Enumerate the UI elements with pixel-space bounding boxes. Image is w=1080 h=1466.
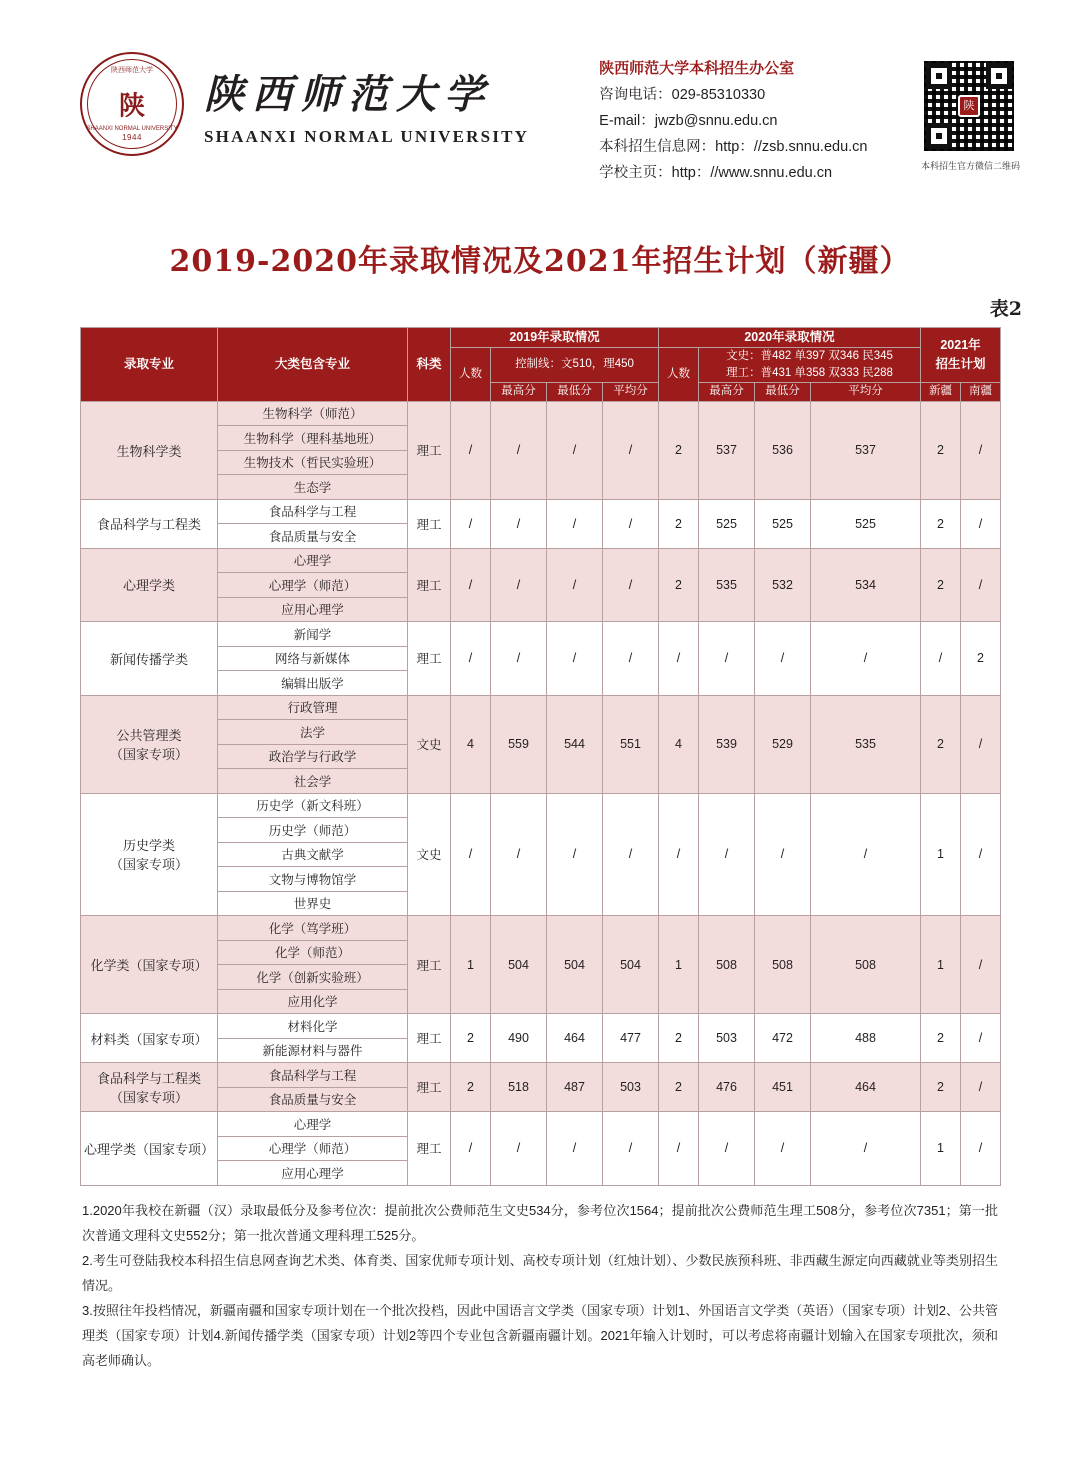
cell-2020-min: 529 <box>755 695 811 793</box>
table-row <box>81 499 1001 524</box>
th-major-group: 录取专业 <box>81 328 218 402</box>
cell-major-group: 食品科学与工程类 <box>81 499 218 548</box>
cell-2019-min: 544 <box>547 695 603 793</box>
cell-plan-xinjiang: 1 <box>921 793 961 916</box>
cell-major-group: 化学类（国家专项） <box>81 916 218 1014</box>
cell-major-group: 生物科学类 <box>81 401 218 499</box>
cell-2019-count: / <box>451 622 491 696</box>
cell-2019-min: / <box>547 401 603 499</box>
cell-included-major: 文物与博物馆学 <box>218 867 408 892</box>
cell-included-major: 应用心理学 <box>218 597 408 622</box>
table-row <box>81 1063 1001 1088</box>
th-max-2020: 最高分 <box>699 383 755 401</box>
cell-2020-count: 2 <box>659 1014 699 1063</box>
cell-2019-max: 518 <box>491 1063 547 1112</box>
cell-2019-min: / <box>547 793 603 916</box>
cell-included-major: 新能源材料与器件 <box>218 1038 408 1063</box>
notes-block <box>0 1186 1080 1373</box>
cell-2019-max: 559 <box>491 695 547 793</box>
seal-character: 陕 <box>118 91 146 122</box>
cell-2020-avg: / <box>811 622 921 696</box>
cell-2020-count: / <box>659 1112 699 1186</box>
th-line-2019: 控制线：文510，理450 <box>491 347 659 383</box>
cell-2019-avg: / <box>603 1112 659 1186</box>
cell-plan-nanjiang: / <box>961 1063 1001 1112</box>
cell-plan-nanjiang: / <box>961 548 1001 622</box>
cell-2020-min: 532 <box>755 548 811 622</box>
table-row <box>81 916 1001 941</box>
cell-included-major: 应用化学 <box>218 989 408 1014</box>
th-year-2019: 2019年录取情况 <box>451 328 659 348</box>
university-name-block <box>204 61 529 147</box>
note-2: 2.考生可登陆我校本科招生信息网查询艺术类、体育类、国家优师专项计划、高校专项计划（红烛计划）、少数民族预科班、非西藏生源定向西藏就业等类别招生情况。 <box>82 1252 998 1293</box>
cell-2020-avg: 464 <box>811 1063 921 1112</box>
th-avg-2020: 平均分 <box>811 383 921 401</box>
cell-2020-count: 1 <box>659 916 699 1014</box>
cell-2019-max: / <box>491 793 547 916</box>
cell-plan-nanjiang: / <box>961 499 1001 548</box>
cell-included-major: 化学（笃学班） <box>218 916 408 941</box>
cell-2020-avg: / <box>811 1112 921 1186</box>
cell-category: 理工 <box>408 1063 451 1112</box>
th-nanjiang: 南疆 <box>961 383 1001 401</box>
cell-included-major: 法学 <box>218 720 408 745</box>
cell-major-group: 心理学类 <box>81 548 218 622</box>
th-category: 科类 <box>408 328 451 402</box>
table-head <box>81 328 1001 402</box>
cell-2020-avg: 534 <box>811 548 921 622</box>
cell-category: 理工 <box>408 401 451 499</box>
cell-major-group: 食品科学与工程类 （国家专项） <box>81 1063 218 1112</box>
cell-2019-avg: / <box>603 499 659 548</box>
cell-2020-max: 537 <box>699 401 755 499</box>
cell-major-group: 心理学类（国家专项） <box>81 1112 218 1186</box>
cell-2020-count: 2 <box>659 548 699 622</box>
cell-plan-xinjiang: 2 <box>921 548 961 622</box>
table-container <box>0 327 1080 1186</box>
cell-plan-nanjiang: / <box>961 1014 1001 1063</box>
table-row <box>81 695 1001 720</box>
cell-included-major: 生物技术（哲民实验班） <box>218 450 408 475</box>
table-row <box>81 1112 1001 1137</box>
cell-2019-max: / <box>491 1112 547 1186</box>
cell-plan-xinjiang: / <box>921 622 961 696</box>
cell-2019-max: / <box>491 401 547 499</box>
cell-2020-max: / <box>699 622 755 696</box>
cell-category: 理工 <box>408 548 451 622</box>
cell-included-major: 生物科学（理科基地班） <box>218 426 408 451</box>
cell-included-major: 生态学 <box>218 475 408 500</box>
cell-category: 理工 <box>408 622 451 696</box>
cell-2020-min: 508 <box>755 916 811 1014</box>
university-logo <box>80 52 529 156</box>
cell-2020-count: 2 <box>659 499 699 548</box>
cell-2020-avg: 535 <box>811 695 921 793</box>
cell-2020-max: 508 <box>699 916 755 1014</box>
cell-2019-avg: 551 <box>603 695 659 793</box>
cell-2020-count: 2 <box>659 1063 699 1112</box>
cell-2020-min: 536 <box>755 401 811 499</box>
th-min-2019: 最低分 <box>547 383 603 401</box>
cell-plan-xinjiang: 2 <box>921 499 961 548</box>
cell-included-major: 世界史 <box>218 891 408 916</box>
cell-plan-xinjiang: 2 <box>921 1014 961 1063</box>
cell-included-major: 古典文献学 <box>218 842 408 867</box>
cell-2020-avg: 537 <box>811 401 921 499</box>
seal-bottom-arc: SHAANXI NORMAL UNIVERSITY <box>86 126 178 132</box>
cell-plan-xinjiang: 2 <box>921 695 961 793</box>
table-row <box>81 1014 1001 1039</box>
cell-plan-nanjiang: / <box>961 793 1001 916</box>
cell-included-major: 行政管理 <box>218 695 408 720</box>
cell-included-major: 食品质量与安全 <box>218 524 408 549</box>
cell-included-major: 心理学 <box>218 548 408 573</box>
cell-plan-xinjiang: 2 <box>921 401 961 499</box>
cell-2019-count: 1 <box>451 916 491 1014</box>
cell-plan-xinjiang: 1 <box>921 916 961 1014</box>
contact-block <box>599 52 867 186</box>
cell-2020-max: 503 <box>699 1014 755 1063</box>
cell-included-major: 应用心理学 <box>218 1161 408 1186</box>
cell-2020-max: 525 <box>699 499 755 548</box>
cell-included-major: 社会学 <box>218 769 408 794</box>
cell-2020-min: / <box>755 622 811 696</box>
th-max-2019: 最高分 <box>491 383 547 401</box>
page-title: 2019-2020年录取情况及2021年招生计划（新疆） <box>169 244 911 279</box>
cell-2020-avg: 508 <box>811 916 921 1014</box>
cell-included-major: 心理学（师范） <box>218 1136 408 1161</box>
cell-major-group: 公共管理类 （国家专项） <box>81 695 218 793</box>
page-header <box>0 0 1080 200</box>
admissions-office-title: 陕西师范大学本科招生办公室 <box>599 60 795 77</box>
university-seal-icon <box>80 52 184 156</box>
cell-2019-max: / <box>491 548 547 622</box>
cell-2019-min: / <box>547 622 603 696</box>
contact-home-site: 学校主页：http：//www.snnu.edu.cn <box>599 165 833 181</box>
table-label: 表2 <box>989 298 1022 320</box>
cell-2020-avg: / <box>811 793 921 916</box>
cell-2020-max: / <box>699 793 755 916</box>
cell-plan-nanjiang: / <box>961 695 1001 793</box>
cell-included-major: 化学（创新实验班） <box>218 965 408 990</box>
cell-2019-avg: 504 <box>603 916 659 1014</box>
th-min-2020: 最低分 <box>755 383 811 401</box>
university-name-cn: 陕西师范大学 <box>204 71 492 118</box>
cell-2019-count: 2 <box>451 1063 491 1112</box>
cell-2019-max: 490 <box>491 1014 547 1063</box>
qr-code-icon: 陕 <box>921 58 1017 154</box>
cell-included-major: 历史学（新文科班） <box>218 793 408 818</box>
cell-2019-min: / <box>547 499 603 548</box>
cell-2020-avg: 488 <box>811 1014 921 1063</box>
table-row <box>81 793 1001 818</box>
th-plan-2021: 2021年 招生计划 <box>921 328 1001 383</box>
cell-2019-count: / <box>451 1112 491 1186</box>
cell-category: 文史 <box>408 695 451 793</box>
cell-2020-min: / <box>755 1112 811 1186</box>
cell-2019-count: / <box>451 499 491 548</box>
cell-2019-min: 464 <box>547 1014 603 1063</box>
cell-2019-max: / <box>491 499 547 548</box>
table-row <box>81 401 1001 426</box>
qr-code-caption: 本科招生官方微信二维码 <box>920 161 1020 171</box>
seal-top-arc: 陕西师范大学 <box>111 67 153 74</box>
cell-included-major: 新闻学 <box>218 622 408 647</box>
cell-included-major: 化学（师范） <box>218 940 408 965</box>
cell-included-major: 材料化学 <box>218 1014 408 1039</box>
cell-2020-min: 472 <box>755 1014 811 1063</box>
cell-plan-xinjiang: 2 <box>921 1063 961 1112</box>
th-line-2020-wenshi: 文史：普482 单397 双346 民345 <box>726 349 893 362</box>
cell-2020-max: 535 <box>699 548 755 622</box>
cell-category: 理工 <box>408 916 451 1014</box>
cell-2020-count: 2 <box>659 401 699 499</box>
cell-major-group: 材料类（国家专项） <box>81 1014 218 1063</box>
cell-included-major: 编辑出版学 <box>218 671 408 696</box>
cell-category: 理工 <box>408 1112 451 1186</box>
table-row <box>81 548 1001 573</box>
cell-major-group: 新闻传播学类 <box>81 622 218 696</box>
table-row <box>81 622 1001 647</box>
cell-2019-min: / <box>547 1112 603 1186</box>
cell-2020-count: 4 <box>659 695 699 793</box>
cell-major-group: 历史学类 （国家专项） <box>81 793 218 916</box>
cell-included-major: 心理学（师范） <box>218 573 408 598</box>
th-count-2020: 人数 <box>659 347 699 401</box>
note-3: 3.按照往年投档情况，新疆南疆和国家专项计划在一个批次投档，因此中国语言文学类（国家专项）计划1、外国语言文学类（英语）（国家专项）计划2、公共管理类（国家专项）计划4.新闻传播学类（国家专项）计划2等四个专业包含新疆南疆计划。2021年输入计划时，可以考虑将南疆计划输入在国家专项批次，须和高老师确认。 <box>82 1302 998 1368</box>
note-1: 1.2020年我校在新疆（汉）录取最低分及参考位次：提前批次公费师范生文史534分，参考位次1564；提前批次公费师范生理工508分，参考位次7351；第一批次普通文理科文史552分；第一批次普通文理科理工525分。 <box>82 1202 998 1243</box>
cell-category: 理工 <box>408 1014 451 1063</box>
cell-2019-count: / <box>451 548 491 622</box>
cell-included-major: 食品科学与工程 <box>218 1063 408 1088</box>
cell-2020-min: 451 <box>755 1063 811 1112</box>
cell-category: 文史 <box>408 793 451 916</box>
table-header-row-1 <box>81 328 1001 348</box>
th-xinjiang: 新疆 <box>921 383 961 401</box>
cell-2020-min: / <box>755 793 811 916</box>
cell-plan-nanjiang: / <box>961 916 1001 1014</box>
cell-2020-min: 525 <box>755 499 811 548</box>
cell-2020-count: / <box>659 793 699 916</box>
cell-included-major: 历史学（师范） <box>218 818 408 843</box>
cell-2019-avg: / <box>603 548 659 622</box>
cell-2020-max: 476 <box>699 1063 755 1112</box>
cell-included-major: 政治学与行政学 <box>218 744 408 769</box>
cell-included-major: 网络与新媒体 <box>218 646 408 671</box>
cell-included-major: 食品质量与安全 <box>218 1087 408 1112</box>
th-included-majors: 大类包含专业 <box>218 328 408 402</box>
cell-2019-avg: / <box>603 401 659 499</box>
contact-admission-site: 本科招生信息网：http：//zsb.snnu.edu.cn <box>599 139 868 155</box>
cell-2019-min: 504 <box>547 916 603 1014</box>
seal-year: 1944 <box>122 133 142 142</box>
cell-2020-avg: 525 <box>811 499 921 548</box>
cell-2019-count: / <box>451 401 491 499</box>
cell-included-major: 心理学 <box>218 1112 408 1137</box>
cell-2019-avg: 477 <box>603 1014 659 1063</box>
cell-plan-nanjiang: / <box>961 1112 1001 1186</box>
cell-plan-xinjiang: 1 <box>921 1112 961 1186</box>
cell-included-major: 食品科学与工程 <box>218 499 408 524</box>
table-body <box>81 401 1001 1185</box>
cell-2019-count: 2 <box>451 1014 491 1063</box>
cell-included-major: 生物科学（师范） <box>218 401 408 426</box>
th-avg-2019: 平均分 <box>603 383 659 401</box>
university-name-en: SHAANXI NORMAL UNIVERSITY <box>204 127 530 146</box>
contact-email: E-mail：jwzb@snnu.edu.cn <box>599 113 778 129</box>
cell-2019-min: 487 <box>547 1063 603 1112</box>
admissions-table <box>80 327 1001 1186</box>
cell-2019-avg: / <box>603 793 659 916</box>
th-line-2020-ligong: 理工：普431 单358 双333 民288 <box>726 367 893 379</box>
cell-plan-nanjiang: 2 <box>961 622 1001 696</box>
cell-2019-min: / <box>547 548 603 622</box>
cell-2019-avg: / <box>603 622 659 696</box>
cell-2020-count: / <box>659 622 699 696</box>
cell-2019-max: 504 <box>491 916 547 1014</box>
cell-2020-max: 539 <box>699 695 755 793</box>
cell-plan-nanjiang: / <box>961 401 1001 499</box>
th-line-2020 <box>699 347 921 383</box>
cell-2019-max: / <box>491 622 547 696</box>
cell-2019-avg: 503 <box>603 1063 659 1112</box>
th-year-2020: 2020年录取情况 <box>659 328 921 348</box>
th-count-2019: 人数 <box>451 347 491 401</box>
cell-2019-count: / <box>451 793 491 916</box>
contact-phone: 咨询电话：029-85310330 <box>599 87 766 103</box>
qr-code-block <box>921 52 1020 172</box>
cell-2019-count: 4 <box>451 695 491 793</box>
cell-category: 理工 <box>408 499 451 548</box>
cell-2020-max: / <box>699 1112 755 1186</box>
